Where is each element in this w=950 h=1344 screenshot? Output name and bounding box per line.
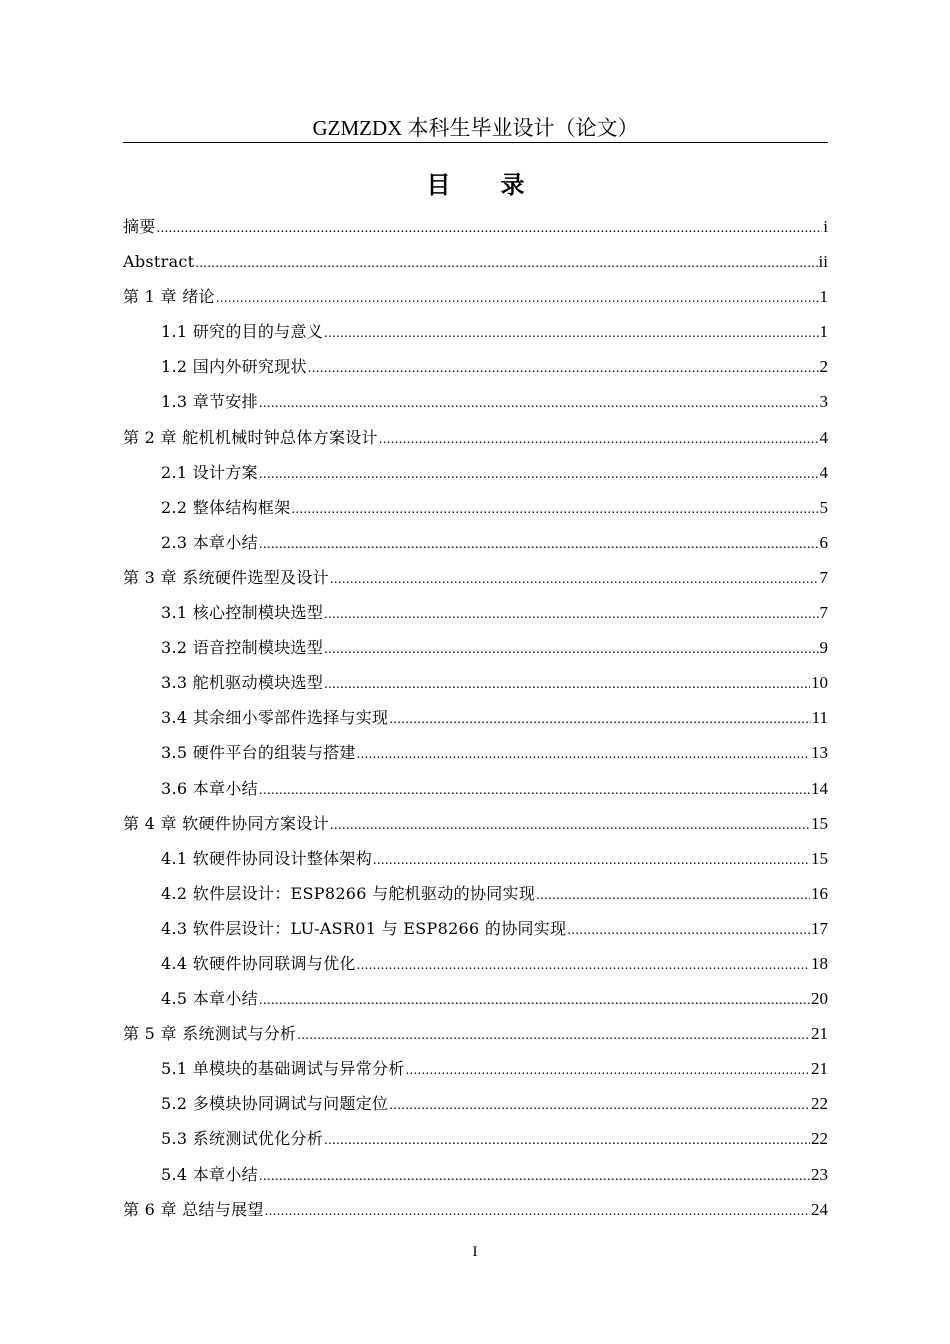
- toc-chapter-entry[interactable]: [123, 1192, 828, 1227]
- toc-dot-leader: [330, 562, 819, 597]
- toc-section-entry[interactable]: [123, 1157, 828, 1192]
- toc-dot-leader: [259, 983, 810, 1018]
- toc-entry-label: 2.3 本章小结: [161, 532, 258, 552]
- toc-entry-page-number: ii: [818, 252, 828, 272]
- toc-dot-leader: [389, 702, 810, 737]
- toc-dot-leader: [324, 632, 818, 667]
- toc-dot-leader: [259, 386, 819, 421]
- toc-entry-page-number: 16: [811, 883, 828, 903]
- toc-entry-label: 5.4 本章小结: [161, 1164, 258, 1184]
- toc-section-entry[interactable]: [123, 700, 828, 735]
- toc-chapter-entry[interactable]: [123, 279, 828, 314]
- toc-dot-leader: [324, 316, 818, 351]
- toc-entry-page-number: 4: [819, 462, 828, 482]
- toc-entry-label: 3.5 硬件平台的组装与搭建: [161, 743, 356, 763]
- toc-entry-page-number: 15: [811, 848, 828, 868]
- running-header-title: GZMZDX 本科生毕业设计（论文）: [312, 116, 639, 140]
- page-number: I: [472, 1244, 478, 1260]
- toc-entry-page-number: 1: [819, 322, 828, 342]
- toc-entry-page-number: 7: [819, 603, 828, 623]
- toc-entry-label: 第 6 章 总结与展望: [123, 1199, 264, 1219]
- toc-dot-leader: [297, 1018, 810, 1053]
- toc-dot-leader: [216, 281, 819, 316]
- toc-section-entry[interactable]: [123, 384, 828, 419]
- toc-dot-leader: [292, 492, 819, 527]
- toc-entry-page-number: 21: [811, 1059, 828, 1079]
- toc-dot-leader: [324, 597, 818, 632]
- toc-chapter-entry[interactable]: [123, 1016, 828, 1051]
- toc-dot-leader: [373, 843, 810, 878]
- toc-entry-label: 3.6 本章小结: [161, 778, 258, 798]
- toc-entry-page-number: 20: [811, 989, 828, 1009]
- toc-entry-page-number: 21: [811, 1024, 828, 1044]
- table-of-contents: [123, 209, 828, 1227]
- toc-dot-leader: [357, 948, 810, 983]
- toc-entry-label: 4.3 软件层设计：LU-ASR01 与 ESP8266 的协同实现: [161, 918, 567, 938]
- toc-entry-page-number: 10: [811, 673, 828, 693]
- toc-entry-page-number: 4: [819, 427, 828, 447]
- toc-dot-leader: [536, 878, 810, 913]
- toc-entry-label: 3.1 核心控制模块选型: [161, 603, 324, 623]
- toc-entry-page-number: 23: [811, 1164, 828, 1184]
- toc-entry-label: 第 2 章 舵机机械时钟总体方案设计: [123, 427, 378, 447]
- toc-dot-leader: [330, 808, 810, 843]
- toc-entry-label: 4.2 软件层设计：ESP8266 与舵机驱动的协同实现: [161, 883, 536, 903]
- toc-entry-label: 2.1 设计方案: [161, 462, 258, 482]
- header-divider: [123, 142, 828, 143]
- toc-entry-label: 1.3 章节安排: [161, 392, 258, 412]
- toc-dot-leader: [195, 246, 817, 281]
- toc-entry-page-number: 15: [811, 813, 828, 833]
- toc-dot-leader: [324, 667, 810, 702]
- toc-entry-label: 1.2 国内外研究现状: [161, 357, 307, 377]
- toc-entry-label: 4.1 软硬件协同设计整体架构: [161, 848, 373, 868]
- toc-section-entry[interactable]: [123, 455, 828, 490]
- toc-dot-leader: [357, 737, 810, 772]
- toc-dot-leader: [389, 1088, 810, 1123]
- toc-entry-label: 第 1 章 绪论: [123, 287, 215, 307]
- toc-dot-leader: [308, 351, 819, 386]
- toc-entry-label: 3.4 其余细小零部件选择与实现: [161, 708, 389, 728]
- toc-entry-label: 4.4 软硬件协同联调与优化: [161, 953, 356, 973]
- toc-section-entry[interactable]: [123, 490, 828, 525]
- toc-section-entry[interactable]: [123, 314, 828, 349]
- toc-entry-label: 2.2 整体结构框架: [161, 497, 291, 517]
- toc-section-entry[interactable]: [123, 981, 828, 1016]
- toc-section-entry[interactable]: [123, 349, 828, 384]
- toc-section-entry[interactable]: [123, 525, 828, 560]
- toc-entry-page-number: 14: [811, 778, 828, 798]
- toc-entry-page-number: 9: [819, 638, 828, 658]
- toc-entry-label: 5.1 单模块的基础调试与异常分析: [161, 1059, 405, 1079]
- toc-entry-page-number: 22: [811, 1094, 828, 1114]
- toc-section-entry[interactable]: [123, 1051, 828, 1086]
- toc-section-entry[interactable]: [123, 876, 828, 911]
- toc-entry-label: 3.2 语音控制模块选型: [161, 638, 324, 658]
- toc-entry-label: Abstract: [123, 252, 195, 272]
- toc-section-entry[interactable]: [123, 771, 828, 806]
- toc-entry-page-number: 2: [819, 357, 828, 377]
- toc-entry-page-number: 17: [811, 918, 828, 938]
- toc-dot-leader: [379, 422, 819, 457]
- toc-entry-page-number: 5: [819, 497, 828, 517]
- toc-entry-label: 第 3 章 系统硬件选型及设计: [123, 567, 329, 587]
- toc-chapter-entry[interactable]: [123, 244, 828, 279]
- toc-entry-page-number: 13: [811, 743, 828, 763]
- toc-section-entry[interactable]: [123, 911, 828, 946]
- toc-section-entry[interactable]: [123, 630, 828, 665]
- toc-entry-label: 5.3 系统测试优化分析: [161, 1129, 324, 1149]
- toc-section-entry[interactable]: [123, 1121, 828, 1156]
- toc-section-entry[interactable]: [123, 1086, 828, 1121]
- toc-dot-leader: [406, 1053, 810, 1088]
- toc-entry-page-number: 1: [819, 287, 828, 307]
- toc-entry-page-number: 24: [811, 1199, 828, 1219]
- toc-entry-label: 1.1 研究的目的与意义: [161, 322, 324, 342]
- toc-chapter-entry[interactable]: [123, 560, 828, 595]
- toc-entry-label: 5.2 多模块协同调试与问题定位: [161, 1094, 389, 1114]
- toc-entry-page-number: 7: [819, 567, 828, 587]
- toc-entry-page-number: 6: [819, 532, 828, 552]
- toc-heading: 目录: [426, 171, 575, 199]
- toc-section-entry[interactable]: [123, 735, 828, 770]
- toc-entry-page-number: 3: [819, 392, 828, 412]
- toc-chapter-entry[interactable]: [123, 209, 828, 244]
- toc-entry-label: 第 5 章 系统测试与分析: [123, 1024, 297, 1044]
- toc-dot-leader: [259, 527, 819, 562]
- toc-entry-page-number: 22: [811, 1129, 828, 1149]
- toc-dot-leader: [567, 913, 810, 948]
- toc-section-entry[interactable]: [123, 946, 828, 981]
- toc-entry-label: 第 4 章 软硬件协同方案设计: [123, 813, 329, 833]
- toc-dot-leader: [324, 1123, 810, 1158]
- toc-chapter-entry[interactable]: [123, 806, 828, 841]
- toc-entry-page-number: i: [823, 217, 828, 236]
- toc-dot-leader: [259, 457, 819, 492]
- toc-chapter-entry[interactable]: [123, 420, 828, 455]
- toc-section-entry[interactable]: [123, 595, 828, 630]
- toc-entry-label: 4.5 本章小结: [161, 989, 258, 1009]
- toc-dot-leader: [259, 1159, 810, 1194]
- toc-section-entry[interactable]: [123, 841, 828, 876]
- toc-entry-page-number: 11: [811, 708, 828, 728]
- toc-entry-label: 3.3 舵机驱动模块选型: [161, 673, 324, 693]
- toc-dot-leader: [265, 1194, 810, 1229]
- toc-entry-label: 摘要: [123, 217, 156, 236]
- toc-dot-leader: [157, 211, 823, 246]
- toc-section-entry[interactable]: [123, 665, 828, 700]
- toc-entry-page-number: 18: [811, 953, 828, 973]
- toc-dot-leader: [259, 773, 810, 808]
